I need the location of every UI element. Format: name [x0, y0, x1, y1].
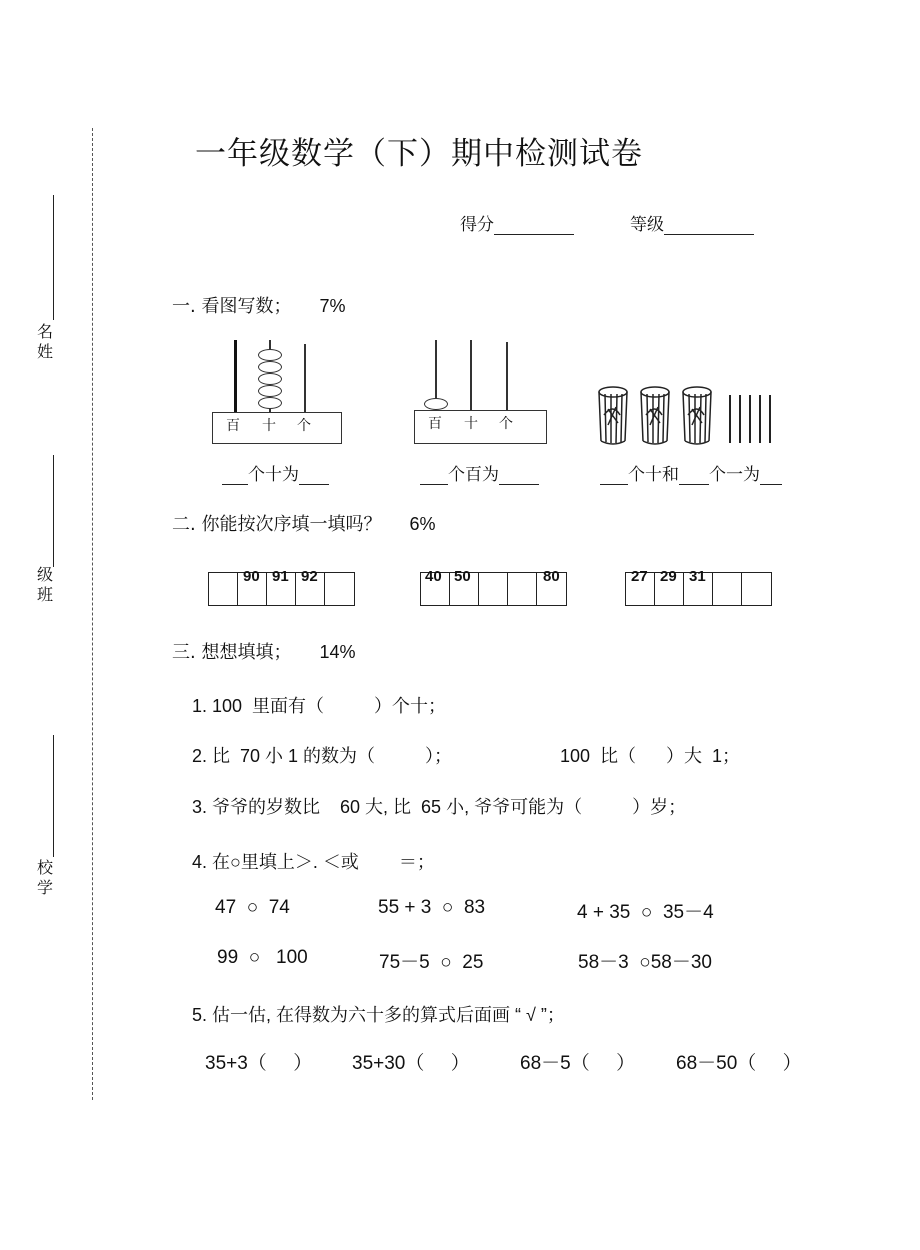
abacus-2 [414, 340, 548, 446]
place-hundreds: 百 [428, 416, 442, 432]
estimate-item[interactable]: 35+3（ ） [205, 1053, 313, 1074]
abacus-bead [424, 398, 448, 410]
grade-field[interactable] [630, 210, 754, 235]
sequence-cell[interactable]: 91 [267, 573, 296, 605]
section-2-heading [172, 510, 435, 536]
sequence-cell[interactable] [209, 573, 238, 605]
estimate-item[interactable]: 68－50（ ） [676, 1053, 802, 1074]
sequence-cell[interactable] [508, 573, 537, 605]
sequence-cell[interactable] [742, 573, 771, 605]
name-label: 名 姓 [36, 322, 53, 361]
abacus-bead [258, 349, 282, 361]
section-2-percent: 6% [409, 514, 436, 534]
answer-blank[interactable] [760, 466, 782, 485]
school-line [53, 735, 54, 857]
place-tens: 十 [464, 416, 478, 432]
compare-item[interactable]: 58－3 ○58－30 [578, 952, 713, 973]
fill-text: 个一为 [709, 465, 760, 485]
compare-item[interactable]: 47 ○ 74 [215, 897, 290, 918]
question-5: 5. 估一估, 在得数为六十多的算式后面画 “ √ ”； [192, 1005, 565, 1025]
question-1: 1. 100 里面有（ ）个十； [192, 696, 447, 716]
sequence-cell[interactable]: 92 [296, 573, 325, 605]
place-ones: 个 [499, 416, 513, 432]
answer-blank[interactable] [600, 466, 628, 485]
abacus-base [212, 412, 342, 444]
class-label: 级 班 [36, 565, 53, 604]
score-blank[interactable] [494, 234, 574, 235]
fill-in-3 [600, 460, 782, 485]
place-ones: 个 [297, 418, 311, 434]
abacus-bead [258, 397, 282, 409]
abacus-bead [258, 373, 282, 385]
stick-bundle [599, 387, 627, 444]
abacus-base [414, 410, 547, 444]
fill-text: 个百为 [448, 465, 499, 485]
place-hundreds: 百 [226, 418, 240, 434]
sequence-cell[interactable]: 90 [238, 573, 267, 605]
abacus-1 [212, 340, 344, 446]
compare-item[interactable]: 55 + 3 ○ 83 [378, 897, 486, 918]
answer-blank[interactable] [222, 466, 248, 485]
grade-blank[interactable] [664, 234, 754, 235]
stick-bundle [683, 387, 711, 444]
sequence-cell[interactable] [325, 573, 354, 605]
section-3-percent: 14% [319, 642, 356, 662]
sequence-cell[interactable]: 29 [655, 573, 684, 605]
sequence-cell[interactable]: 27 [626, 573, 655, 605]
sequence-cell[interactable]: 50 [450, 573, 479, 605]
fill-in-1 [222, 460, 329, 485]
name-line [53, 195, 54, 320]
answer-blank[interactable] [420, 466, 448, 485]
estimate-item[interactable]: 68－5（ ） [520, 1053, 636, 1074]
sequence-cell[interactable]: 31 [684, 573, 713, 605]
sequence-cell[interactable]: 80 [543, 568, 560, 585]
fill-in-2 [420, 460, 539, 485]
stick-bundle [641, 387, 669, 444]
section-1-title: 一. 看图写数； [172, 296, 292, 317]
abacus-bead [258, 361, 282, 373]
abacus-rod-ones [506, 342, 508, 412]
abacus-rod-tens [470, 340, 472, 412]
abacus-rod-ones [304, 344, 306, 412]
score-field[interactable] [460, 210, 574, 235]
number-sequence-3 [625, 568, 772, 606]
class-line [53, 455, 54, 567]
answer-blank[interactable] [299, 466, 329, 485]
question-2a: 2. 比 70 小 1 的数为（ ）； [192, 746, 453, 766]
sequence-cell[interactable] [479, 573, 508, 605]
compare-item[interactable]: 99 ○ 100 [217, 947, 308, 968]
answer-blank[interactable] [679, 466, 709, 485]
section-3-title: 三. 想想填填； [172, 642, 292, 663]
grade-label: 等级 [630, 215, 664, 235]
section-1-heading [172, 292, 345, 318]
section-3-heading [172, 638, 355, 664]
question-3: 3. 爷爷的岁数比 60 大, 比 65 小, 爷爷可能为（ ）岁； [192, 797, 687, 817]
stick-bundles-figure [596, 385, 786, 447]
school-label: 校 学 [36, 858, 53, 897]
page-title: 一年级数学（下）期中检测试卷 [195, 136, 643, 172]
number-sequence-2 [420, 568, 567, 606]
answer-blank[interactable] [499, 466, 539, 485]
compare-item[interactable]: 75－5 ○ 25 [379, 952, 484, 973]
estimate-item[interactable]: 35+30（ ） [352, 1053, 470, 1074]
question-2b: 100 比（ ）大 1； [560, 746, 741, 766]
abacus-bead [258, 385, 282, 397]
section-2-title: 二. 你能按次序填一填吗？ [172, 514, 382, 535]
compare-item[interactable]: 4 + 35 ○ 35－4 [577, 902, 714, 923]
number-sequence-1 [208, 568, 355, 606]
question-4: 4. 在○里填上＞. ＜或 ＝； [192, 852, 435, 872]
binding-cut-line [92, 128, 93, 1100]
sequence-cell[interactable] [713, 573, 742, 605]
loose-sticks [730, 395, 770, 443]
place-tens: 十 [262, 418, 276, 434]
section-1-percent: 7% [319, 296, 346, 316]
fill-text: 个十为 [248, 465, 299, 485]
score-label: 得分 [460, 215, 494, 235]
fill-text: 个十和 [628, 465, 679, 485]
sequence-cell[interactable]: 40 [421, 573, 450, 605]
